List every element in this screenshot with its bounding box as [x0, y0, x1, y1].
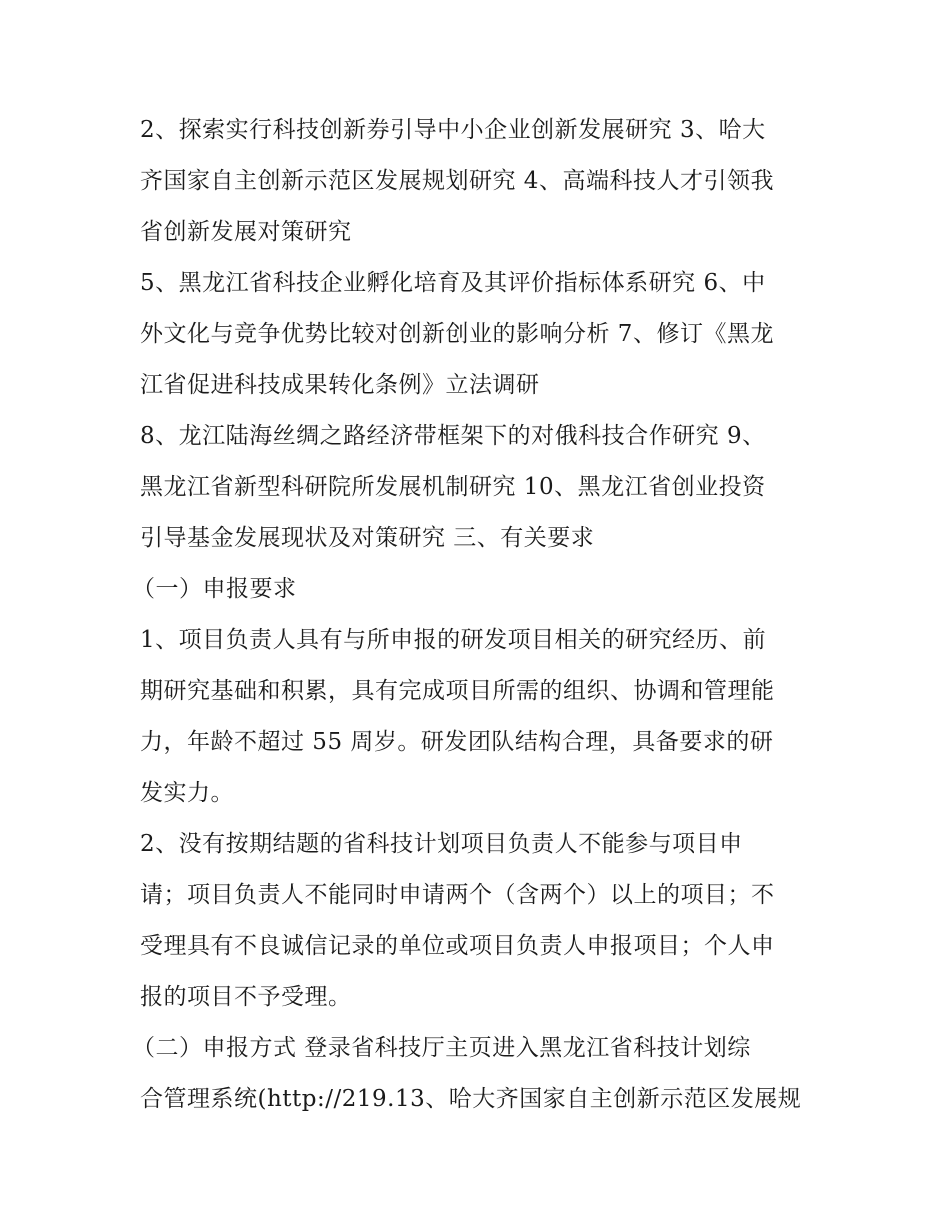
text-line: 5、黑龙江省科技企业孵化培育及其评价指标体系研究 6、中	[140, 270, 766, 296]
text-line: 1、项目负责人具有与所申报的研发项目相关的研究经历、前	[140, 627, 767, 653]
paragraph-requirement-1	[140, 615, 820, 819]
text-line: 齐国家自主创新示范区发展规划研究 4、高端科技人才引领我	[140, 168, 774, 194]
text-line: 受理具有不良诚信记录的单位或项目负责人申报项目；个人申	[140, 933, 775, 959]
text-line: 力，年龄不超过 55 周岁。研发团队结构合理，具备要求的研	[140, 729, 774, 755]
text-line: 期研究基础和积累，具有完成项目所需的组织、协调和管理能	[140, 678, 775, 704]
text-line: 合管理系统(http://219.13、哈大齐国家自主创新示范区发展规	[140, 1086, 802, 1112]
text-line: （一）申报要求	[132, 576, 297, 602]
text-line: 8、龙江陆海丝绸之路经济带框架下的对俄科技合作研究 9、	[140, 423, 766, 449]
paragraph-requirement-2	[140, 819, 820, 1023]
text-line: 2、探索实行科技创新券引导中小企业创新发展研究 3、哈大	[140, 117, 766, 143]
text-line: 省创新发展对策研究	[140, 219, 352, 245]
text-line: 引导基金发展现状及对策研究 三、有关要求	[140, 525, 595, 551]
text-line: 发实力。	[140, 780, 234, 806]
text-line: 黑龙江省新型科研院所发展机制研究 10、黑龙江省创业投资	[140, 474, 766, 500]
document-body	[132, 105, 820, 1125]
paragraph-research-topics-8-10	[140, 411, 820, 564]
paragraph-research-topics-2-4	[140, 105, 820, 258]
text-line: 江省促进科技成果转化条例》立法调研	[140, 372, 540, 398]
paragraph-application-method	[132, 1023, 820, 1125]
text-line: 报的项目不予受理。	[140, 984, 352, 1010]
text-line: 请；项目负责人不能同时申请两个（含两个）以上的项目；不	[140, 882, 775, 908]
text-line: 外文化与竞争优势比较对创新创业的影响分析 7、修订《黑龙	[140, 321, 774, 347]
paragraph-research-topics-5-7	[140, 258, 820, 411]
text-line: （二）申报方式 登录省科技厅主页进入黑龙江省科技计划综	[132, 1035, 751, 1061]
section-heading-application-requirements	[132, 564, 820, 615]
text-line: 2、没有按期结题的省科技计划项目负责人不能参与项目申	[140, 831, 743, 857]
